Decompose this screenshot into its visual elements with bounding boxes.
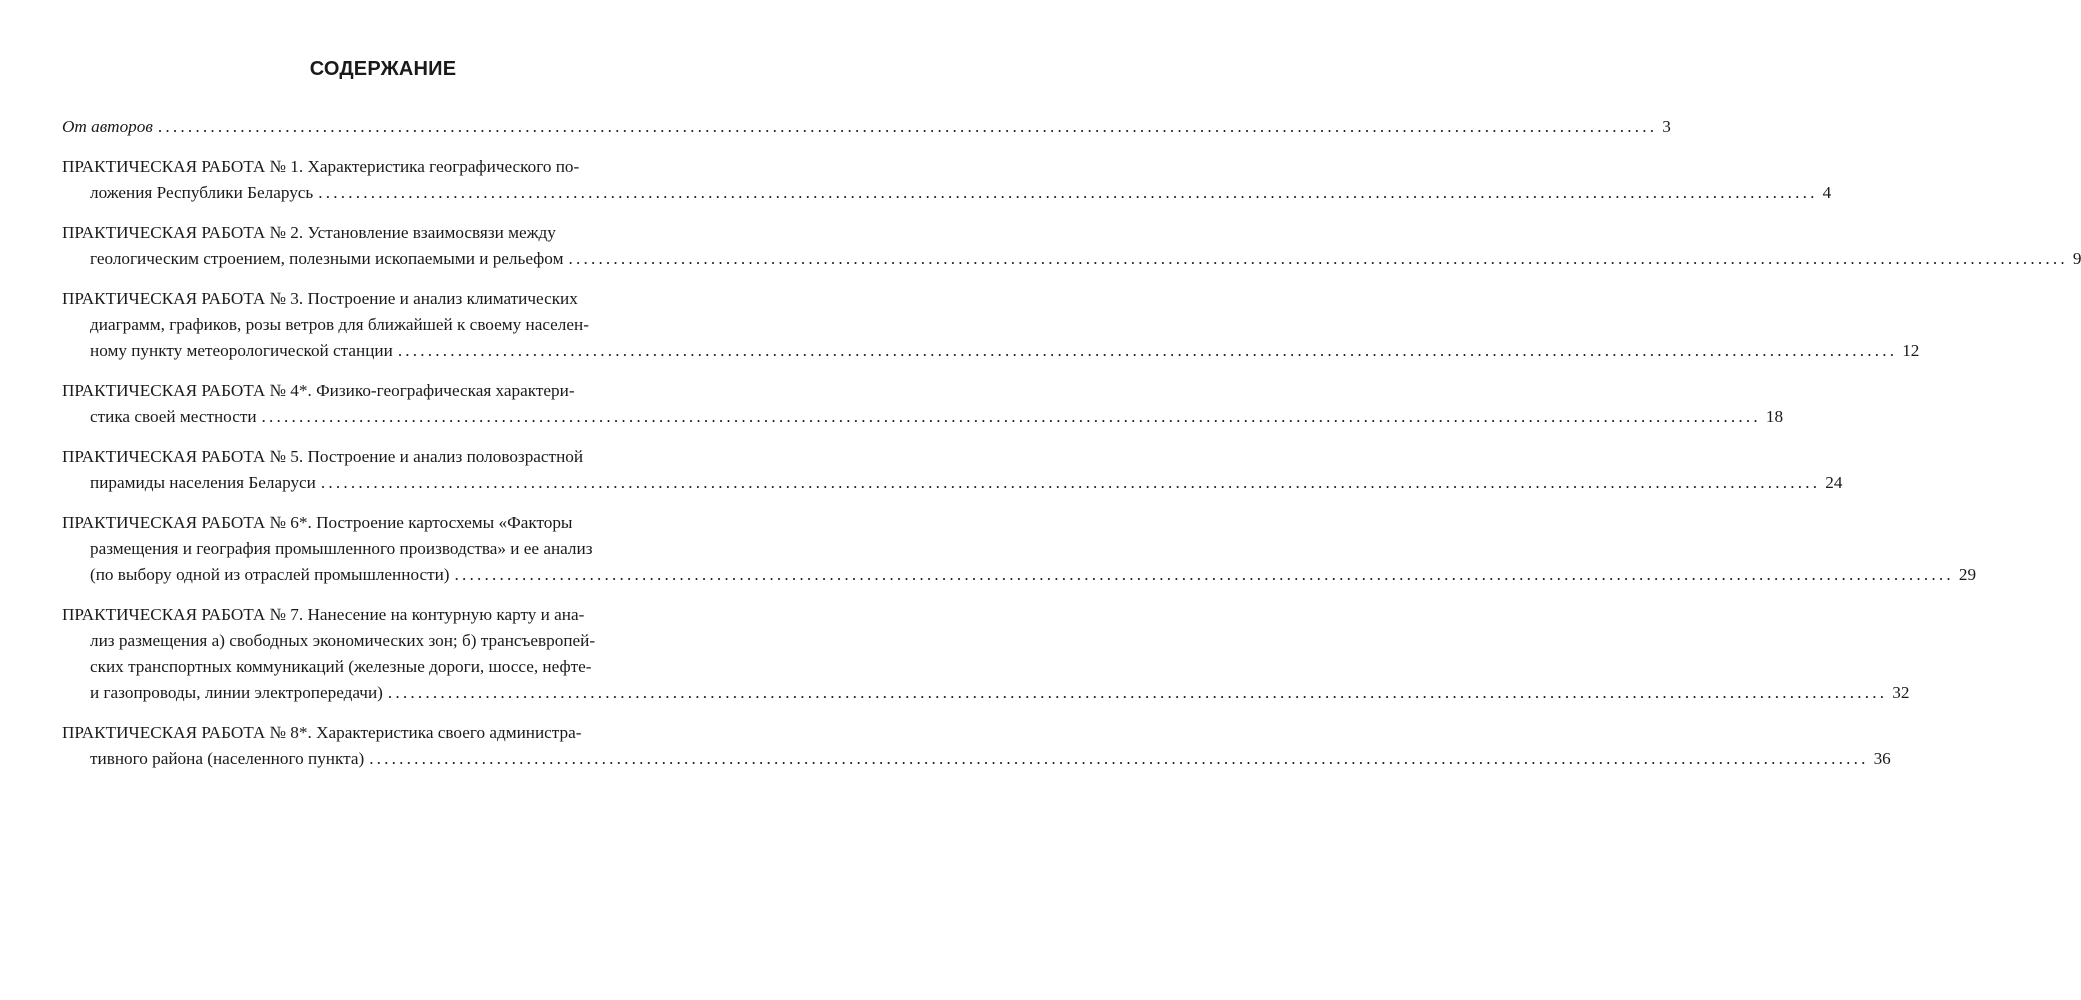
toc-entry-title: ПРАКТИЧЕСКАЯ РАБОТА № 1. Характеристика географического по- <box>62 157 580 176</box>
toc-page-number: 36 <box>1873 749 1891 768</box>
dot-leader: ........................................................................................................................................................................................................ <box>454 565 1954 584</box>
table-of-contents <box>62 114 2081 786</box>
toc-entry-practical-8[interactable] <box>62 720 1891 772</box>
dot-leader: ........................................................................................................................................................................................................ <box>320 473 1821 492</box>
toc-entry-title: ПРАКТИЧЕСКАЯ РАБОТА № 2. Установление взаимосвязи между <box>62 223 556 242</box>
toc-page-number: 32 <box>1892 683 1910 702</box>
toc-entry-practical-1[interactable] <box>62 154 1832 206</box>
toc-entry-line <box>62 404 1784 430</box>
toc-entry-title-cont: лиз размещения а) свободных экономических зон; б) трансъевропей- <box>90 631 596 650</box>
dot-leader: ........................................................................................................................................................................................................ <box>397 341 1898 360</box>
toc-entry-line <box>62 746 1891 772</box>
toc-page-number: 3 <box>1662 117 1671 136</box>
toc-page-number: 4 <box>1822 183 1832 202</box>
toc-entry-line <box>62 246 2081 272</box>
toc-entry-title: От авторов <box>62 117 153 136</box>
toc-entry-practical-2[interactable] <box>62 220 2081 272</box>
dot-leader: ........................................................................................................................................................................................................ <box>261 407 1761 426</box>
dot-leader: ........................................................................................................................................................................................................ <box>369 749 1869 768</box>
toc-entry-title: ПРАКТИЧЕСКАЯ РАБОТА № 4*. Физико-географическая характери- <box>62 381 575 400</box>
toc-entry-title-cont: пирамиды населения Беларуси <box>90 473 316 492</box>
toc-entry-practical-7[interactable] <box>62 602 1910 706</box>
toc-entry-title: ПРАКТИЧЕСКАЯ РАБОТА № 3. Построение и анализ климатических <box>62 289 578 308</box>
dot-leader: ........................................................................................................................................................................................................ <box>157 117 1658 136</box>
toc-entry-practical-5[interactable] <box>62 444 1843 496</box>
toc-entry-title-cont: стика своей местности <box>90 407 257 426</box>
toc-entry-title-cont: и газопроводы, линии электропередачи) <box>90 683 383 702</box>
dot-leader: ........................................................................................................................................................................................................ <box>318 183 1818 202</box>
toc-entry-practical-3[interactable] <box>62 286 1920 364</box>
toc-page-number: 18 <box>1765 407 1784 426</box>
toc-entry-title-cont: ложения Республики Беларусь <box>90 183 314 202</box>
toc-entry-title-cont: размещения и география промышленного производства» и ее анализ <box>90 539 593 558</box>
toc-entry-line <box>62 180 1832 206</box>
page-title: СОДЕРЖАНИЕ <box>309 58 457 80</box>
dot-leader: ........................................................................................................................................................................................................ <box>568 249 2068 268</box>
toc-entry-line <box>62 338 1920 364</box>
toc-entry-authors[interactable] <box>62 114 1671 140</box>
toc-entry-line <box>62 562 1977 588</box>
toc-entry-title-cont: тивного района (населенного пункта) <box>90 749 365 768</box>
toc-entry-line <box>62 114 1671 140</box>
toc-entry-title-cont: диаграмм, графиков, розы ветров для ближайшей к своему населен- <box>90 315 589 334</box>
toc-entry-line <box>62 680 1910 706</box>
toc-page-number: 12 <box>1902 341 1920 360</box>
toc-entry-practical-6[interactable] <box>62 510 1977 588</box>
dot-leader: ........................................................................................................................................................................................................ <box>387 683 1888 702</box>
toc-page-number: 29 <box>1958 565 1977 584</box>
toc-entry-title-cont: ному пункту метеорологической станции <box>90 341 393 360</box>
toc-page-number: 24 <box>1825 473 1843 492</box>
toc-entry-practical-4[interactable] <box>62 378 1784 430</box>
toc-entry-title: ПРАКТИЧЕСКАЯ РАБОТА № 6*. Построение картосхемы «Факторы <box>62 513 573 532</box>
toc-entry-title: ПРАКТИЧЕСКАЯ РАБОТА № 5. Построение и анализ половозрастной <box>62 447 584 466</box>
toc-entry-title-cont: геологическим строением, полезными ископаемыми и рельефом <box>90 249 564 268</box>
toc-page-number: 9 <box>2072 249 2081 268</box>
toc-entry-title: ПРАКТИЧЕСКАЯ РАБОТА № 8*. Характеристика своего администра- <box>62 723 582 742</box>
toc-entry-title-cont: (по выбору одной из отраслей промышленности) <box>90 565 450 584</box>
toc-entry-title: ПРАКТИЧЕСКАЯ РАБОТА № 7. Нанесение на контурную карту и ана- <box>62 605 585 624</box>
toc-entry-line <box>62 470 1843 496</box>
toc-entry-title-cont: ских транспортных коммуникаций (железные дороги, шоссе, нефте- <box>90 657 592 676</box>
